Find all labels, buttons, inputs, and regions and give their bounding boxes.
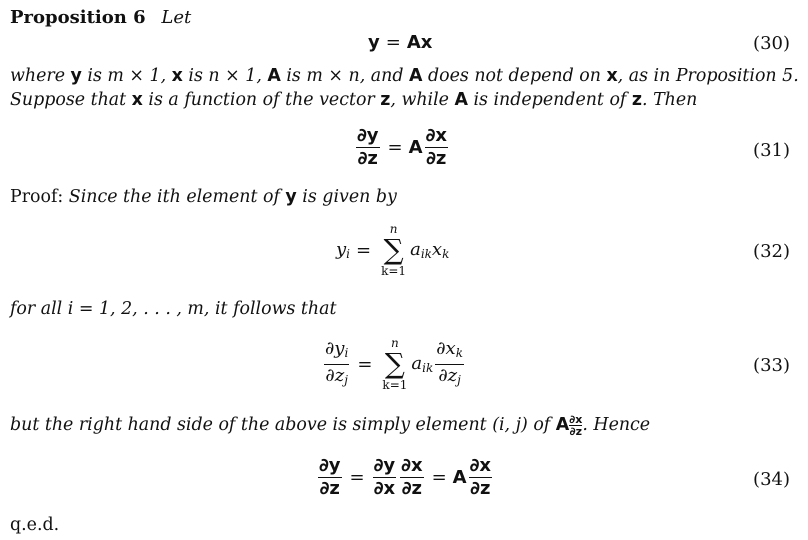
but-a: but the right hand side of the above is simply element xyxy=(10,415,487,435)
eq33-equals: = xyxy=(357,353,373,375)
t1y: y xyxy=(70,66,82,86)
eq34-num-d: ∂x xyxy=(469,455,491,476)
eq33-num-r xyxy=(435,339,464,363)
eq34-num-a: ∂y xyxy=(319,455,341,476)
eq32-x-sub: k xyxy=(442,247,450,261)
text-line-where xyxy=(10,65,799,87)
eq34-matrix: A xyxy=(452,467,467,488)
eq33-sum-top: n xyxy=(391,336,399,350)
equation-number-30: (30) xyxy=(753,33,790,54)
eq31-den-r: ∂z xyxy=(426,148,447,169)
but-num: ∂x xyxy=(569,413,583,426)
eq31-num-r: ∂x xyxy=(425,125,447,146)
eq32-equals: = xyxy=(356,239,372,261)
eq34-equals-2: = xyxy=(431,467,447,488)
t2e: . Then xyxy=(642,90,698,110)
equation-number-34: (34) xyxy=(753,469,790,490)
t1d: is m × n, and xyxy=(286,66,404,86)
t1a: where xyxy=(10,66,65,86)
eq34-frac-d xyxy=(469,456,492,499)
forall-b: i = 1, 2, . . . , m, xyxy=(67,299,210,319)
eq34-den-b: ∂x xyxy=(373,478,396,499)
proof-i: i xyxy=(157,187,163,207)
eq34-frac-a xyxy=(318,456,342,499)
but-c: of xyxy=(533,415,551,435)
equation-32 xyxy=(336,222,449,278)
t1A: A xyxy=(267,66,281,86)
proof-line xyxy=(10,186,397,208)
forall-c: it follows that xyxy=(215,299,337,319)
eq32-sum-symbol: ∑ xyxy=(383,233,404,266)
t2A: A xyxy=(454,90,468,110)
proposition-lead: Let xyxy=(161,7,192,28)
eq32-lhs-y: y xyxy=(336,239,347,260)
eq31-num-l: ∂y xyxy=(357,125,379,146)
text-line-suppose xyxy=(10,89,697,111)
eq32-sum-top: n xyxy=(389,222,398,236)
eq34-den-c: ∂z xyxy=(401,478,422,499)
equation-number-32: (32) xyxy=(753,241,790,262)
eq32-lhs xyxy=(336,239,350,261)
t1x: x xyxy=(171,66,183,86)
eq33-frac-right xyxy=(435,339,464,390)
proposition-title: Proposition 6 xyxy=(10,7,146,28)
proof-label: Proof: xyxy=(10,187,64,207)
eq33-frac-left xyxy=(324,339,349,390)
eq33-sum xyxy=(382,336,407,392)
equation-number-31: (31) xyxy=(753,140,790,161)
t1f: , as in Proposition 5. xyxy=(617,66,799,86)
t2c: , while xyxy=(390,90,449,110)
eq33-sum-symbol: ∑ xyxy=(384,347,405,380)
eq33-a: a xyxy=(411,353,423,374)
but-line xyxy=(10,414,650,437)
eq31-frac-right xyxy=(425,126,448,169)
eq31-equals: = xyxy=(387,137,403,158)
but-small-frac xyxy=(569,414,582,437)
eq33-sum-bottom: k=1 xyxy=(382,378,408,392)
eq33-den-r-sub: j xyxy=(457,372,461,387)
eq31-matrix: A xyxy=(408,137,423,158)
eq33-num-l-sub: i xyxy=(344,345,349,360)
eq32-a: a xyxy=(410,239,421,260)
eq32-sum xyxy=(381,222,406,278)
equation-31 xyxy=(354,126,450,169)
eq33-den-r-text: ∂z xyxy=(438,364,458,386)
eq32-term xyxy=(410,239,449,261)
but-den: ∂z xyxy=(569,425,582,438)
t2x: x xyxy=(131,90,143,110)
t1x2: x xyxy=(606,66,618,86)
eq33-num-r-text: ∂x xyxy=(436,337,456,359)
eq33-num-l-text: ∂y xyxy=(325,337,345,359)
equation-34 xyxy=(316,456,494,499)
eq32-a-sub: ik xyxy=(420,247,432,261)
eq34-equals-1: = xyxy=(349,467,365,488)
eq33-num-r-sub: k xyxy=(455,345,463,360)
eq32-lhs-sub: i xyxy=(346,247,351,261)
eq34-num-b: ∂y xyxy=(373,455,396,476)
equation-30 xyxy=(368,32,432,53)
but-A: A xyxy=(555,415,570,435)
eq33-den-r xyxy=(437,366,462,390)
eq34-den-d: ∂z xyxy=(470,478,491,499)
eq30-equals: = xyxy=(385,32,401,53)
t2d: is independent of xyxy=(473,90,627,110)
proof-c: is given by xyxy=(302,187,397,207)
eq30-matrix: A xyxy=(406,32,421,53)
eq33-den-l-sub: j xyxy=(344,372,348,387)
eq32-x: x xyxy=(431,239,443,260)
eq30-lhs: y xyxy=(368,32,380,53)
eq31-den-l: ∂z xyxy=(357,148,378,169)
eq34-num-c: ∂x xyxy=(401,455,423,476)
but-b: (i, j) xyxy=(492,415,528,435)
eq34-frac-c xyxy=(400,456,423,499)
t1A2: A xyxy=(409,66,423,86)
proof-b: th element of xyxy=(162,187,280,207)
forall-a: for all xyxy=(10,299,63,319)
t2a: Suppose that xyxy=(10,90,127,110)
eq34-frac-b xyxy=(373,456,397,499)
t1c: is n × 1, xyxy=(188,66,262,86)
t2z2: z xyxy=(631,90,643,110)
t2z: z xyxy=(380,90,391,110)
equation-33 xyxy=(322,336,466,392)
eq33-den-l-text: ∂z xyxy=(325,364,345,386)
proof-y: y xyxy=(285,187,297,207)
eq34-den-a: ∂z xyxy=(319,478,340,499)
t1e: does not depend on xyxy=(428,66,601,86)
t2b: is a function of the vector xyxy=(148,90,375,110)
forall-line xyxy=(10,298,336,320)
eq30-vector: x xyxy=(420,32,433,53)
proof-a: Since the xyxy=(68,187,152,207)
proposition-heading xyxy=(10,7,191,29)
t1b: is m × 1, xyxy=(87,66,167,86)
but-d: . Hence xyxy=(582,415,651,435)
equation-number-33: (33) xyxy=(753,355,790,376)
qed: q.e.d. xyxy=(10,515,60,535)
eq33-den-l xyxy=(324,366,349,390)
eq31-frac-left xyxy=(356,126,380,169)
eq33-term xyxy=(411,353,433,375)
eq33-num-l xyxy=(324,339,349,363)
eq32-sum-bottom: k=1 xyxy=(381,264,407,278)
eq33-a-sub: ik xyxy=(422,361,434,375)
